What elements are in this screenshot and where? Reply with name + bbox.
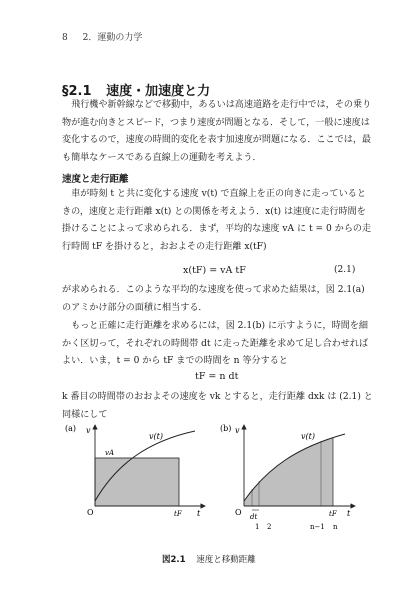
section-number: §2.1 <box>62 84 92 99</box>
panel-a-label: (a) <box>65 424 77 433</box>
text-line: が求められる．このような平均的な速度を使って求めた結果は，図 2.1(a) <box>62 285 365 295</box>
panel-b-tick-n: n <box>333 523 338 531</box>
panel-a-curve-label: v(t) <box>149 432 163 441</box>
paragraph-average <box>62 282 365 317</box>
subsection-heading: 速度と走行距離 <box>62 174 129 185</box>
chapter-title: 2．運動の力学 <box>82 33 143 43</box>
figure-number: 図2.1 <box>162 555 186 565</box>
text-line: も簡単なケースである直線上の運動を考えよう． <box>62 152 262 163</box>
figure-caption-text: 速度と移動距離 <box>196 555 256 565</box>
text-line: 同様にして <box>62 409 108 420</box>
panel-b-tick-n-1: n−1 <box>310 523 325 531</box>
figure-2-1 <box>55 415 375 550</box>
text-line: 車が時刻 t と共に変化する速度 v(t) で直線上を正の向きに走っていると <box>62 189 366 199</box>
text-line: 行時間 tF を掛けると，おおよその走行距離 x(tF) <box>62 241 267 252</box>
text-line: 物が進む向きとスピード，つまり速度が問題となる．そして，一般に速度は <box>62 117 370 128</box>
panel-b-t-label: t <box>347 509 351 518</box>
text-line: のアミかけ部分の面積に相当する． <box>62 302 208 313</box>
panel-b-origin: O <box>235 508 242 517</box>
panel-a-tF-label: tF <box>174 510 182 518</box>
section-heading: 速度・加速度と力 <box>106 84 211 99</box>
panel-a-t-label: t <box>197 509 201 518</box>
panel-b-tick-2: 2 <box>267 523 272 531</box>
equation-number: (2.1) <box>334 265 356 275</box>
panel-b-label: (b) <box>220 424 232 433</box>
paragraph-precise <box>62 318 369 371</box>
text-line: よい．いま，t = 0 から tF までの時間を n 等分すると <box>62 356 288 366</box>
figure-panel-a <box>65 424 205 518</box>
text-line: 掛けることによって求められる．まず，平均的な速度 vA に t = 0 からの走 <box>62 224 372 234</box>
panel-a-v-label: v <box>86 426 91 435</box>
figure-caption <box>162 553 256 565</box>
text-line: k 番目の時間帯のおおよその速度を vk とすると，走行距離 dxk は (2.1) と <box>62 392 373 402</box>
text-line: もっと正確に走行距離を求めるには，図 2.1(b) に示すように，時間を細 <box>62 321 368 331</box>
equation-2-1: x(tF) = vA tF <box>183 265 246 276</box>
panel-b-shaded-area <box>244 438 333 506</box>
panel-a-vA-label: vA <box>105 449 115 457</box>
text-line: 飛行機や新幹線などで移動中，あるいは高速道路を走行中では，その乗り <box>62 100 372 110</box>
intro-paragraph <box>62 97 372 167</box>
paragraph-velocity-distance <box>62 186 372 256</box>
text-line: 変化するので，速度の時間的変化を表す加速度が問題になる．ここでは，最 <box>62 135 372 145</box>
panel-b-dt-label: dt <box>250 513 258 521</box>
panel-a-origin: O <box>87 508 94 517</box>
text-line: きの，速度と走行距離 x(t) との関係を考えよう．x(t) は速度に走行時間を <box>62 206 366 217</box>
text-line: かく区切って，それぞれの時間帯 dt に走った距離を求めて足し合わせれば <box>62 338 369 349</box>
panel-b-v-label: v <box>235 426 240 435</box>
panel-b-tF-label: tF <box>329 510 337 518</box>
panel-b-curve-label: v(t) <box>301 432 315 441</box>
page-number: 8 <box>62 33 68 43</box>
equation-tF-ndt: tF = n dt <box>195 371 239 382</box>
panel-b-tick-1: 1 <box>255 523 260 531</box>
figure-panel-b <box>220 424 355 531</box>
running-header <box>62 30 142 43</box>
